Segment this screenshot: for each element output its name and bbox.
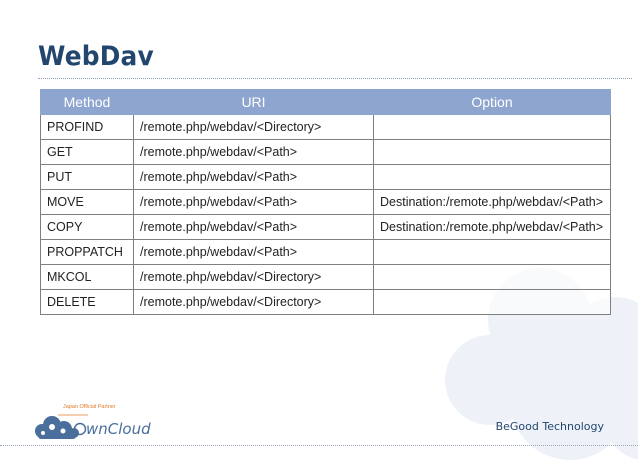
uri-cell: /remote.php/webdav/<Path> <box>134 190 374 215</box>
table-row <box>41 115 611 140</box>
uri-cell: /remote.php/webdav/<Path> <box>134 240 374 265</box>
table-row <box>41 190 611 215</box>
header-option: Option <box>374 90 611 115</box>
table-row <box>41 265 611 290</box>
header-uri: URI <box>134 90 374 115</box>
method-cell: GET <box>41 140 134 165</box>
footer-divider <box>0 445 638 446</box>
method-cell: PUT <box>41 165 134 190</box>
table-row <box>41 215 611 240</box>
uri-cell: /remote.php/webdav/<Directory> <box>134 265 374 290</box>
method-cell: MOVE <box>41 190 134 215</box>
method-cell: DELETE <box>41 290 134 315</box>
uri-cell: /remote.php/webdav/<Path> <box>134 165 374 190</box>
option-cell <box>374 115 611 140</box>
uri-cell: /remote.php/webdav/<Path> <box>134 215 374 240</box>
header-method: Method <box>41 90 134 115</box>
brand-label: wnCloud <box>86 420 151 438</box>
option-cell: Destination:/remote.php/webdav/<Path> <box>374 215 611 240</box>
webdav-table <box>40 89 611 315</box>
table-row <box>41 140 611 165</box>
method-cell: COPY <box>41 215 134 240</box>
method-cell: PROFIND <box>41 115 134 140</box>
option-cell <box>374 140 611 165</box>
option-cell <box>374 165 611 190</box>
table-header-row <box>41 90 611 115</box>
table-row <box>41 240 611 265</box>
partner-label: Japan Official Partner <box>63 404 116 410</box>
company-name: BeGood Technology <box>495 420 604 433</box>
table-row <box>41 165 611 190</box>
owncloud-logo <box>30 404 151 442</box>
title-divider <box>38 78 632 79</box>
option-cell <box>374 265 611 290</box>
uri-cell: /remote.php/webdav/<Directory> <box>134 115 374 140</box>
uri-cell: /remote.php/webdav/<Path> <box>134 140 374 165</box>
uri-cell: /remote.php/webdav/<Directory> <box>134 290 374 315</box>
method-cell: MKCOL <box>41 265 134 290</box>
option-cell <box>374 290 611 315</box>
table-row <box>41 290 611 315</box>
method-cell: PROPPATCH <box>41 240 134 265</box>
option-cell <box>374 240 611 265</box>
page-title: WebDav <box>38 41 154 72</box>
option-cell: Destination:/remote.php/webdav/<Path> <box>374 190 611 215</box>
